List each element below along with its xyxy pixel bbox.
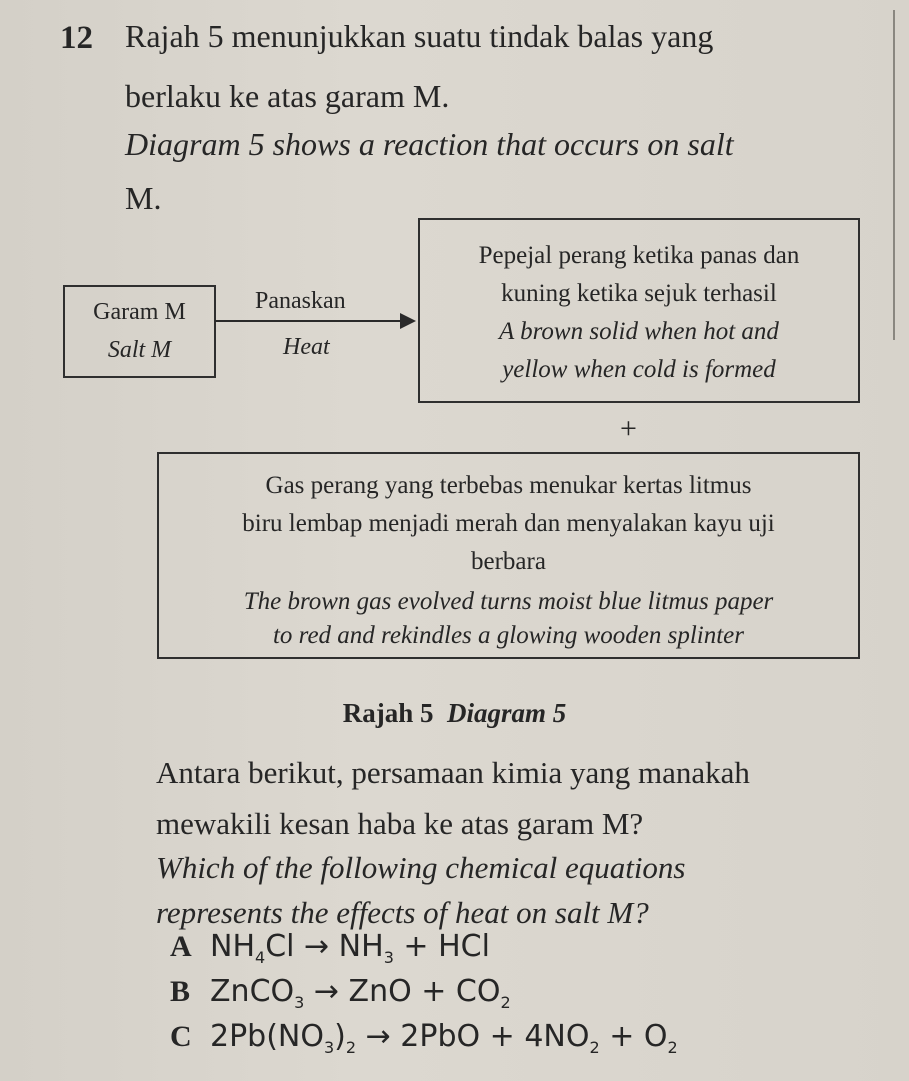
gas-english-line1: The brown gas evolved turns moist blue litmus paper <box>243 588 774 615</box>
option-c-equation: $2Pb(NO_3)_2 \to 2PbO + 4NO_2 + O_2$ <box>210 1019 678 1057</box>
gas-malay-line3: berbara <box>471 548 546 575</box>
option-b-equation: ZnCO$_3$ → ZnO + $CO_2$ <box>210 974 511 1012</box>
question-malay-line2: berlaku ke atas garam M. <box>125 78 450 114</box>
prompt-malay-line2: mewakili kesan haba ke atas garam M? <box>156 806 644 841</box>
salt-malay <box>65 299 214 326</box>
solid-box <box>418 218 860 403</box>
prompt-english-line2: represents the effects of heat on salt M? <box>156 895 649 930</box>
salt-english: Salt M <box>107 337 172 363</box>
page-edge <box>893 10 895 340</box>
question-english-line1: Diagram 5 shows a reaction that occurs on salt <box>125 126 734 162</box>
arrow-head-icon <box>400 313 416 329</box>
solid-malay-line2: kuning ketika sejuk terhasil <box>501 280 777 307</box>
solid-english-line1: A brown solid when hot and <box>499 318 779 345</box>
salt-malay-text: Garam M <box>93 299 186 325</box>
caption-english: Diagram 5 <box>447 698 567 728</box>
question-malay-line1: Rajah 5 menunjukkan suatu tindak balas yang <box>125 18 714 54</box>
gas-malay-line2: biru lembap menjadi merah dan menyalakan kayu uji <box>242 510 775 537</box>
question-english-line2: M. <box>125 180 162 216</box>
caption-malay: Rajah 5 <box>342 698 434 728</box>
question-number: 12 <box>60 20 93 56</box>
diagram-caption <box>0 698 909 729</box>
arrow-label-malay: Panaskan <box>255 288 346 314</box>
solid-english-line2: yellow when cold is formed <box>502 356 776 383</box>
heat-arrow <box>215 320 405 322</box>
prompt-malay-line1: Antara berikut, persamaan kimia yang manakah <box>156 755 750 790</box>
gas-malay-line1: Gas perang yang terbebas menukar kertas litmus <box>265 472 752 499</box>
solid-malay-line1: Pepejal perang ketika panas dan <box>478 242 800 269</box>
option-c-letter: C <box>170 1020 192 1053</box>
gas-box <box>157 452 860 659</box>
option-b-letter: B <box>170 975 191 1008</box>
gas-english-line2: to red and rekindles a glowing wooden splinter <box>272 622 745 649</box>
arrow-label-english: Heat <box>283 334 330 360</box>
plus-sign: + <box>620 412 637 445</box>
prompt-english-line1: Which of the following chemical equations <box>156 850 686 885</box>
option-a-letter: A <box>170 930 192 963</box>
option-a-equation: $NH_4Cl \to NH_3$ + HCl <box>210 929 490 967</box>
salt-box <box>63 285 216 378</box>
